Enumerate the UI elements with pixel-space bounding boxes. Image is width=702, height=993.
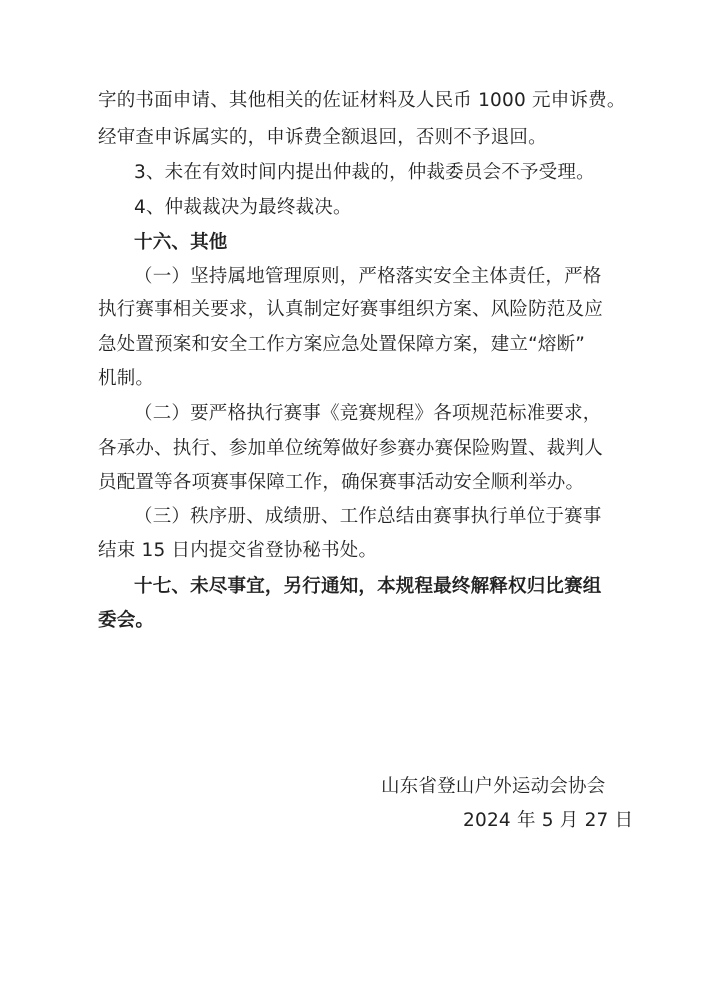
paragraph-line: 各承办、执行、参加单位统筹做好参赛办赛保险购置、裁判人 xyxy=(98,438,603,459)
signature-organization: 山东省登山户外运动会协会 xyxy=(381,776,606,797)
paragraph-line: （一）坚持属地管理原则，严格落实安全主体责任，严格 xyxy=(134,266,602,287)
paragraph-line: 执行赛事相关要求，认真制定好赛事组织方案、风险防范及应 xyxy=(98,299,603,320)
paragraph-line: 3、未在有效时间内提出仲裁的，仲裁委员会不予受理。 xyxy=(134,162,595,183)
paragraph-line: 4、仲裁裁决为最终裁决。 xyxy=(134,197,352,218)
signature-date: 2024 年 5 月 27 日 xyxy=(463,810,634,831)
paragraph-line: 员配置等各项赛事保障工作，确保赛事活动安全顺利举办。 xyxy=(98,472,585,493)
paragraph-line: 结束 15 日内提交省登协秘书处。 xyxy=(98,540,378,561)
paragraph-line: 机制。 xyxy=(98,368,155,389)
paragraph-line: （二）要严格执行赛事《竞赛规程》各项规范标准要求， xyxy=(134,403,602,424)
paragraph-line: 委会。 xyxy=(98,610,155,631)
paragraph-line: 字的书面申请、其他相关的佐证材料及人民币 1000 元申诉费。 xyxy=(98,90,626,111)
paragraph-line: 急处置预案和安全工作方案应急处置保障方案，建立“熔断” xyxy=(98,334,586,355)
paragraph-line: （三）秩序册、成绩册、工作总结由赛事执行单位于赛事 xyxy=(134,506,602,527)
section-heading: 十六、其他 xyxy=(134,232,228,253)
paragraph-line: 经审查申诉属实的，申诉费全额退回，否则不予退回。 xyxy=(98,127,547,148)
section-heading: 十七、未尽事宜，另行通知，本规程最终解释权归比赛组 xyxy=(134,576,602,597)
